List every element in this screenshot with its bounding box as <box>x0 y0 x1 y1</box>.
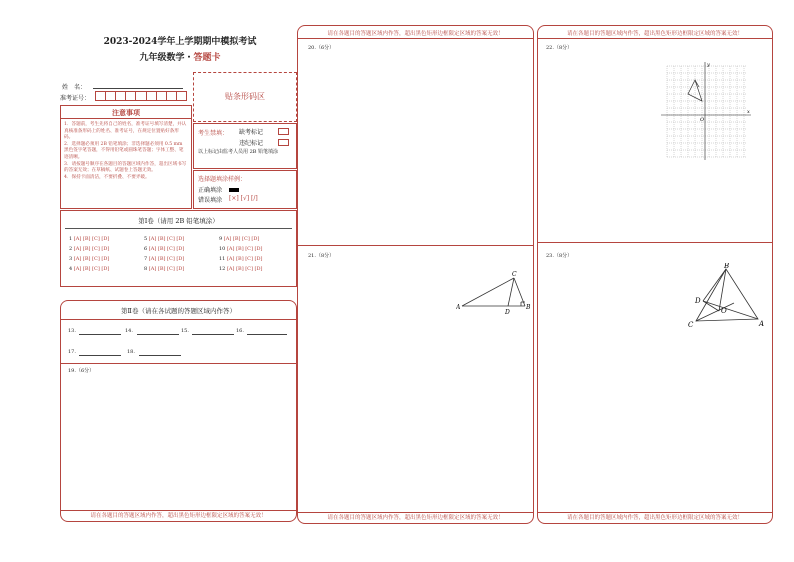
barcode-area <box>193 72 297 122</box>
section-2-divider <box>61 319 296 320</box>
fill-14-label: 14. <box>125 328 133 334</box>
section-1-box <box>60 210 297 287</box>
q19-answer-area[interactable] <box>61 375 296 509</box>
notice-text: 请在各题目的答题区域内作答，超出黑色矩形边框限定区域的答案无效！ <box>566 31 743 37</box>
fill-sample-title: 选择题填涂样例： <box>198 176 247 183</box>
column-3-panel <box>537 25 773 524</box>
fill-16-answer[interactable] <box>247 326 287 335</box>
absent-checkbox[interactable] <box>278 128 289 135</box>
choice-row[interactable]: 8 [A] [B] [C] [D] <box>144 266 185 272</box>
exam-number-label: 准考证号： <box>60 95 91 102</box>
fill-16-label: 16. <box>236 328 244 334</box>
choice-column <box>144 236 184 276</box>
exam-subtitle <box>90 50 270 63</box>
notes-heading: 注意事项 <box>112 108 140 117</box>
fill-sample-box <box>193 170 297 209</box>
vertex-label-b: B <box>526 304 531 311</box>
q19-divider <box>61 363 296 364</box>
fill-18-answer[interactable] <box>139 347 181 356</box>
violation-checkbox[interactable] <box>278 139 289 146</box>
column-2-panel <box>297 25 534 524</box>
section-2-panel <box>60 300 297 522</box>
q20-label: 20.（6分） <box>308 45 335 51</box>
choice-row[interactable]: 11 [A] [B] [C] [D] <box>219 256 263 262</box>
q23-answer-area[interactable] <box>538 260 772 511</box>
exam-title: 2023-2024学年上学期期中模拟考试 <box>103 37 257 47</box>
fill-15-answer[interactable] <box>192 326 234 335</box>
q21-divider <box>298 245 533 246</box>
notice-text: 请在各题目的答题区域内作答，超出黑色矩形边框限定区域的答案无效！ <box>90 513 267 519</box>
note-item: 2．选择题必须用 2B 铅笔填涂；非选择题必须用 0.5 mm 黑色签字笔答题，不得用铅笔或圆珠笔答题；字体工整、笔迹清晰。 <box>64 141 184 160</box>
vertex-label-c: C <box>512 271 517 278</box>
fill-15-label: 15. <box>181 328 189 334</box>
fill-17-label: 17. <box>68 349 76 355</box>
choice-column <box>69 236 109 276</box>
notice-text: 请在各题目的答题区域内作答，超出黑色矩形边框限定区域的答案无效！ <box>327 31 504 37</box>
correct-fill-mark <box>229 188 239 192</box>
barcode-label: 贴条形码区 <box>225 92 265 101</box>
q21-label: 21.（8分） <box>308 253 335 259</box>
choice-column <box>219 236 262 276</box>
notice-text: 请在各题目的答题区域内作答，超出黑色矩形边框限定区域的答案无效！ <box>327 515 504 521</box>
section-1-title: 第Ⅰ卷（请用 2B 铅笔填涂） <box>138 217 219 225</box>
vertex-label-a: A <box>456 304 461 311</box>
q21-answer-area[interactable] <box>298 260 533 511</box>
absent-label: 缺考标记 <box>239 129 264 136</box>
note-item: 4．保持卡面清洁，不要折叠、不要弄破。 <box>64 174 150 180</box>
wrong-fill-label: 错误填涂 <box>198 197 223 204</box>
x-axis-label: x <box>747 109 750 115</box>
wrong-fill-marks: [×] [√] [/] <box>229 195 258 202</box>
q23-label: 23.（8分） <box>546 253 573 259</box>
choice-row[interactable]: 1 [A] [B] [C] [D] <box>69 236 110 242</box>
notice-text: 请在各题目的答题区域内作答，超出黑色矩形边框限定区域的答案无效！ <box>566 515 743 521</box>
vertex-label-c: C <box>688 321 694 329</box>
notes-list <box>64 122 188 181</box>
choice-row[interactable]: 2 [A] [B] [C] [D] <box>69 246 110 252</box>
choice-row[interactable]: 5 [A] [B] [C] [D] <box>144 236 185 242</box>
vertex-label-a: A <box>759 320 765 328</box>
q22-answer-area[interactable] <box>538 52 772 242</box>
y-axis-label: y <box>707 62 710 68</box>
section-2-title: 第Ⅱ卷（请在各试题的答题区域内作答） <box>121 307 236 315</box>
status-label: 考生禁填： <box>198 130 229 137</box>
vertex-label-d: D <box>695 297 701 305</box>
vertex-label-b: B <box>724 263 730 270</box>
subtitle-prefix: 九年级数学・ <box>139 53 194 63</box>
notes-divider <box>61 118 191 119</box>
choice-row[interactable]: 4 [A] [B] [C] [D] <box>69 266 110 272</box>
fill-13-answer[interactable] <box>79 326 121 335</box>
note-item: 1．答题前，考生先将自己的姓名，准考证号填写清楚，并认真核准条形码上的姓名、准考证号，在规定位置贴好条形码。 <box>64 122 187 141</box>
status-box <box>193 123 297 169</box>
name-label: 姓 名： <box>62 84 87 91</box>
fill-13-label: 13. <box>68 328 76 334</box>
vertex-label-d: D <box>505 309 510 316</box>
q20-answer-area[interactable] <box>298 52 533 242</box>
correct-fill-label: 正确填涂 <box>198 187 223 194</box>
notice-divider <box>298 38 533 39</box>
notes-box <box>60 105 192 209</box>
fill-17-answer[interactable] <box>79 347 121 356</box>
choice-row[interactable]: 3 [A] [B] [C] [D] <box>69 256 110 262</box>
choice-row[interactable]: 6 [A] [B] [C] [D] <box>144 246 185 252</box>
fill-14-answer[interactable] <box>137 326 179 335</box>
choice-row[interactable]: 9 [A] [B] [C] [D] <box>219 236 260 242</box>
note-item: 3．请按题号顺序在各题目的答题区域内作答，超出区域书写的答案无效；在草稿纸、试题卷上答题无效。 <box>64 161 187 174</box>
choice-row[interactable]: 7 [A] [B] [C] [D] <box>144 256 185 262</box>
fill-18-label: 18. <box>127 349 135 355</box>
q19-label: 19.（6分） <box>68 368 95 374</box>
origin-label: O <box>700 117 705 123</box>
status-note: 以上标记由监考人员用 2B 铅笔填涂 <box>198 149 279 155</box>
subtitle-suffix: 答题卡 <box>193 53 221 63</box>
choice-row[interactable]: 12 [A] [B] [C] [D] <box>219 266 263 272</box>
choice-row[interactable]: 10 [A] [B] [C] [D] <box>219 246 263 252</box>
notice-divider <box>538 38 772 39</box>
exam-number-boxes[interactable] <box>95 91 187 101</box>
q22-label: 22.（8分） <box>546 45 573 51</box>
vertex-label-o: O <box>721 307 727 315</box>
name-field[interactable] <box>93 80 183 89</box>
violation-label: 违纪标记 <box>239 140 264 147</box>
section-1-divider <box>65 228 292 229</box>
q23-divider <box>538 242 772 243</box>
